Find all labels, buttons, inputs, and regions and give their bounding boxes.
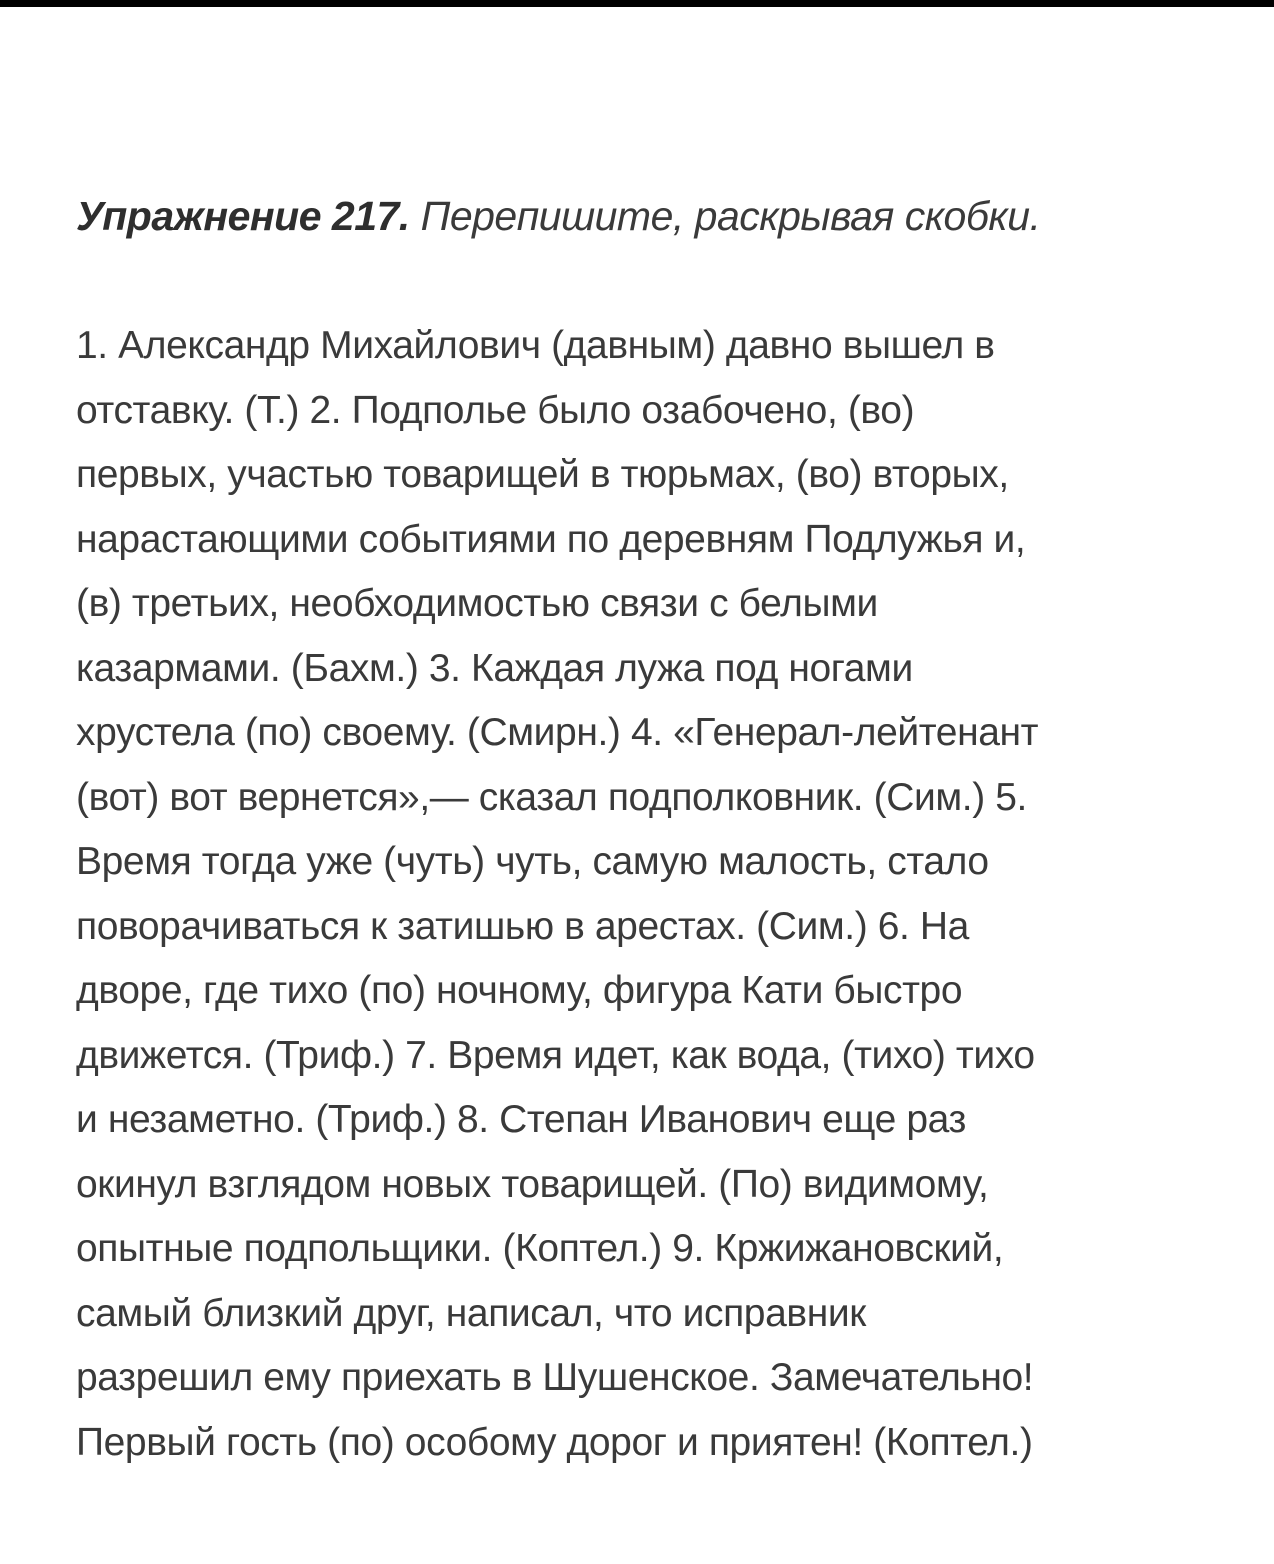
text-line: хрустела (по) своему. (Смирн.) 4. «Генерал-лейтенант [76,711,1039,754]
text-line: первых, участью товарищей в тюрьмах, (во) вторых, [76,453,1009,496]
exercise-instruction: Перепишите, раскрывая скобки. [420,193,1041,239]
text-line: 1. Александр Михайлович (давным) давно вышел в [76,324,995,367]
text-line: самый близкий друг, написал, что исправник [76,1291,866,1335]
text-line: казармами. (Бахм.) 3. Каждая лужа под ногами [76,646,913,690]
top-border [0,0,1274,7]
text-line: нарастающими событиями по деревням Подлужья и, [76,517,1026,561]
text-line: разрешил ему приехать в Шушенское. Замечательно! [76,1356,1034,1399]
text-line: (вот) вот вернется»,— сказал подполковник. (Сим.) 5. [76,775,1027,819]
text-line: дворе, где тихо (по) ночному, фигура Кати быстро [76,969,963,1012]
text-line: и незаметно. (Триф.) 8. Степан Иванович еще раз [76,1098,966,1141]
text-line: движется. (Триф.) 7. Время идет, как вода, (тихо) тихо [76,1033,1035,1077]
exercise-text [76,314,1236,1475]
text-line: Время тогда уже (чуть) чуть, самую малость, стало [76,840,989,883]
text-line: поворачиваться к затишью в арестах. (Сим.) 6. На [76,904,969,948]
exercise-label: Упражнение 217. [76,193,410,239]
text-line: (в) третьих, необходимостью связи с белыми [76,582,878,625]
text-line: Первый гость (по) особому дорог и приятен! (Коптел.) [76,1420,1033,1464]
text-line: окинул взглядом новых товарищей. (По) видимому, [76,1162,989,1206]
text-line: опытные подпольщики. (Коптел.) 9. Кржижановский, [76,1227,1004,1270]
exercise-heading [76,188,1216,244]
text-line: отставку. (Т.) 2. Подполье было озабочено, (во) [76,388,915,432]
